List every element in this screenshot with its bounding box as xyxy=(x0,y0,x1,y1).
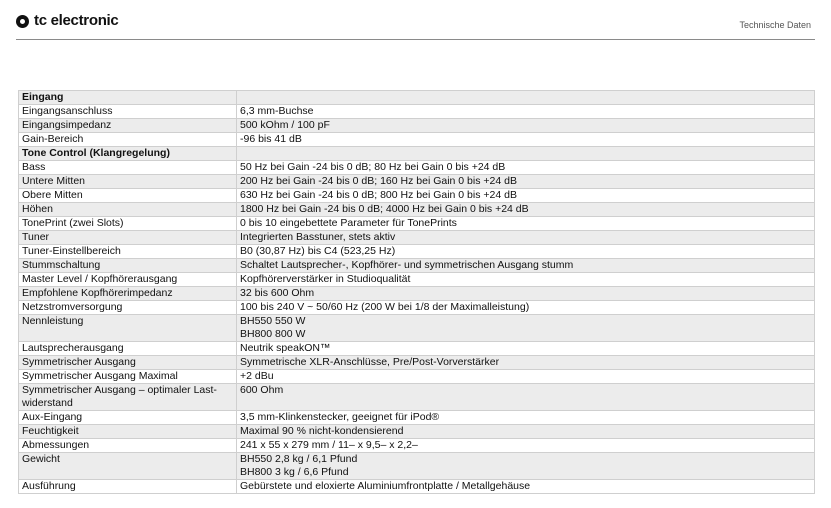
spec-value xyxy=(237,273,815,287)
spec-value xyxy=(237,175,815,189)
spec-value-line: 0 bis 10 eingebettete Parameter für TonePrints xyxy=(240,217,457,229)
spec-value-line: BH800 800 W xyxy=(240,328,306,340)
spec-label: Untere Mitten xyxy=(19,175,237,189)
spec-value xyxy=(237,411,815,425)
spec-value-line: BH550 2,8 kg / 6,1 Pfund xyxy=(240,453,358,465)
table-row xyxy=(19,287,815,301)
section-heading: Eingang xyxy=(19,91,237,105)
spec-value xyxy=(237,91,815,105)
header-divider xyxy=(16,39,815,40)
spec-value xyxy=(237,384,815,411)
spec-value xyxy=(237,342,815,356)
spec-label: Ausführung xyxy=(19,480,237,494)
spec-label: Master Level / Kopfhörerausgang xyxy=(19,273,237,287)
table-row xyxy=(19,119,815,133)
spec-value xyxy=(237,315,815,342)
spec-value xyxy=(237,161,815,175)
spec-value xyxy=(237,370,815,384)
table-row xyxy=(19,161,815,175)
table-row xyxy=(19,384,815,411)
spec-label: Tuner xyxy=(19,231,237,245)
table-row xyxy=(19,370,815,384)
spec-value-line: 241 x 55 x 279 mm / 11‒ x 9,5‒ x 2,2‒ xyxy=(240,439,418,451)
spec-label: Lautsprecherausgang xyxy=(19,342,237,356)
spec-value-line: 500 kOhm / 100 pF xyxy=(240,119,330,131)
table-row xyxy=(19,439,815,453)
spec-table xyxy=(18,90,815,494)
spec-label: Nennleistung xyxy=(19,315,237,342)
spec-value-line: -96 bis 41 dB xyxy=(240,133,302,145)
table-row xyxy=(19,217,815,231)
table-row xyxy=(19,480,815,494)
spec-value-line: Neutrik speakON™ xyxy=(240,342,331,354)
spec-value-line: +2 dBu xyxy=(240,370,274,382)
spec-value xyxy=(237,480,815,494)
spec-value xyxy=(237,245,815,259)
spec-value xyxy=(237,287,815,301)
spec-value-line: Gebürstete und eloxierte Aluminiumfrontplatte / Metallgehäuse xyxy=(240,480,531,492)
table-row xyxy=(19,259,815,273)
spec-value xyxy=(237,439,815,453)
spec-label: Tuner-Einstellbereich xyxy=(19,245,237,259)
table-row xyxy=(19,231,815,245)
brand-name: tc electronic xyxy=(34,12,119,29)
table-row xyxy=(19,105,815,119)
spec-value-line: Symmetrische XLR-Anschlüsse, Pre/Post-Vorverstärker xyxy=(240,356,500,368)
spec-value-line: Maximal 90 % nicht-kondensierend xyxy=(240,425,404,437)
spec-value xyxy=(237,105,815,119)
spec-label: Symmetrischer Ausgang Maximal xyxy=(19,370,237,384)
spec-label: Obere Mitten xyxy=(19,189,237,203)
spec-value-line: 32 bis 600 Ohm xyxy=(240,287,315,299)
spec-value-line: BH550 550 W xyxy=(240,315,306,327)
spec-label: Gewicht xyxy=(19,453,237,480)
spec-value xyxy=(237,259,815,273)
brand-logo-icon xyxy=(16,15,29,28)
spec-value xyxy=(237,133,815,147)
spec-label: TonePrint (zwei Slots) xyxy=(19,217,237,231)
spec-value-line: Kopfhörerverstärker in Studioqualität xyxy=(240,273,411,285)
spec-value xyxy=(237,425,815,439)
spec-label: Bass xyxy=(19,161,237,175)
spec-value-line: BH800 3 kg / 6,6 Pfund xyxy=(240,466,349,478)
table-row xyxy=(19,189,815,203)
spec-value-line: 200 Hz bei Gain -24 bis 0 dB; 160 Hz bei Gain 0 bis +24 dB xyxy=(240,175,517,187)
table-row xyxy=(19,342,815,356)
section-heading: Tone Control (Klangregelung) xyxy=(19,147,237,161)
spec-label: Empfohlene Kopfhörerimpedanz xyxy=(19,287,237,301)
section-row xyxy=(19,147,815,161)
table-row xyxy=(19,245,815,259)
spec-value xyxy=(237,203,815,217)
page-header xyxy=(0,0,831,40)
table-row xyxy=(19,175,815,189)
spec-value-line: B0 (30,87 Hz) bis C4 (523,25 Hz) xyxy=(240,245,396,257)
spec-label: Netzstromversorgung xyxy=(19,301,237,315)
spec-value xyxy=(237,147,815,161)
table-row xyxy=(19,203,815,217)
spec-value-line: 1800 Hz bei Gain -24 bis 0 dB; 4000 Hz bei Gain 0 bis +24 dB xyxy=(240,203,529,215)
spec-value-line: Integrierten Basstuner, stets aktiv xyxy=(240,231,396,243)
table-row xyxy=(19,356,815,370)
spec-value xyxy=(237,231,815,245)
spec-label: Feuchtigkeit xyxy=(19,425,237,439)
spec-label: Stummschaltung xyxy=(19,259,237,273)
brand-logo xyxy=(16,12,118,30)
spec-value xyxy=(237,189,815,203)
section-row xyxy=(19,91,815,105)
spec-label: Gain-Bereich xyxy=(19,133,237,147)
spec-label: Eingangsanschluss xyxy=(19,105,237,119)
table-row xyxy=(19,273,815,287)
spec-label: Höhen xyxy=(19,203,237,217)
table-row xyxy=(19,133,815,147)
table-row xyxy=(19,425,815,439)
spec-value-line: 3,5 mm-Klinkenstecker, geeignet für iPod® xyxy=(240,411,440,423)
spec-label: Eingangsimpedanz xyxy=(19,119,237,133)
spec-value xyxy=(237,356,815,370)
spec-label: Aux-Eingang xyxy=(19,411,237,425)
spec-value-line: 100 bis 240 V ~ 50/60 Hz (200 W bei 1/8 der Maximalleistung) xyxy=(240,301,530,313)
section-label: Technische Daten xyxy=(739,20,811,30)
spec-value-line: 630 Hz bei Gain -24 bis 0 dB; 800 Hz bei Gain 0 bis +24 dB xyxy=(240,189,517,201)
spec-value xyxy=(237,119,815,133)
spec-value xyxy=(237,453,815,480)
spec-value xyxy=(237,217,815,231)
table-row xyxy=(19,301,815,315)
table-row xyxy=(19,453,815,480)
spec-value xyxy=(237,301,815,315)
spec-value-line: 600 Ohm xyxy=(240,384,284,396)
table-row xyxy=(19,411,815,425)
spec-value-line: 6,3 mm-Buchse xyxy=(240,105,314,117)
spec-label: Symmetrischer Ausgang – optimaler Last-widerstand xyxy=(19,384,237,411)
spec-value-line: Schaltet Lautsprecher-, Kopfhörer- und symmetrischen Ausgang stumm xyxy=(240,259,574,271)
spec-label: Abmessungen xyxy=(19,439,237,453)
spec-label: Symmetrischer Ausgang xyxy=(19,356,237,370)
table-row xyxy=(19,315,815,342)
spec-value-line: 50 Hz bei Gain -24 bis 0 dB; 80 Hz bei Gain 0 bis +24 dB xyxy=(240,161,506,173)
